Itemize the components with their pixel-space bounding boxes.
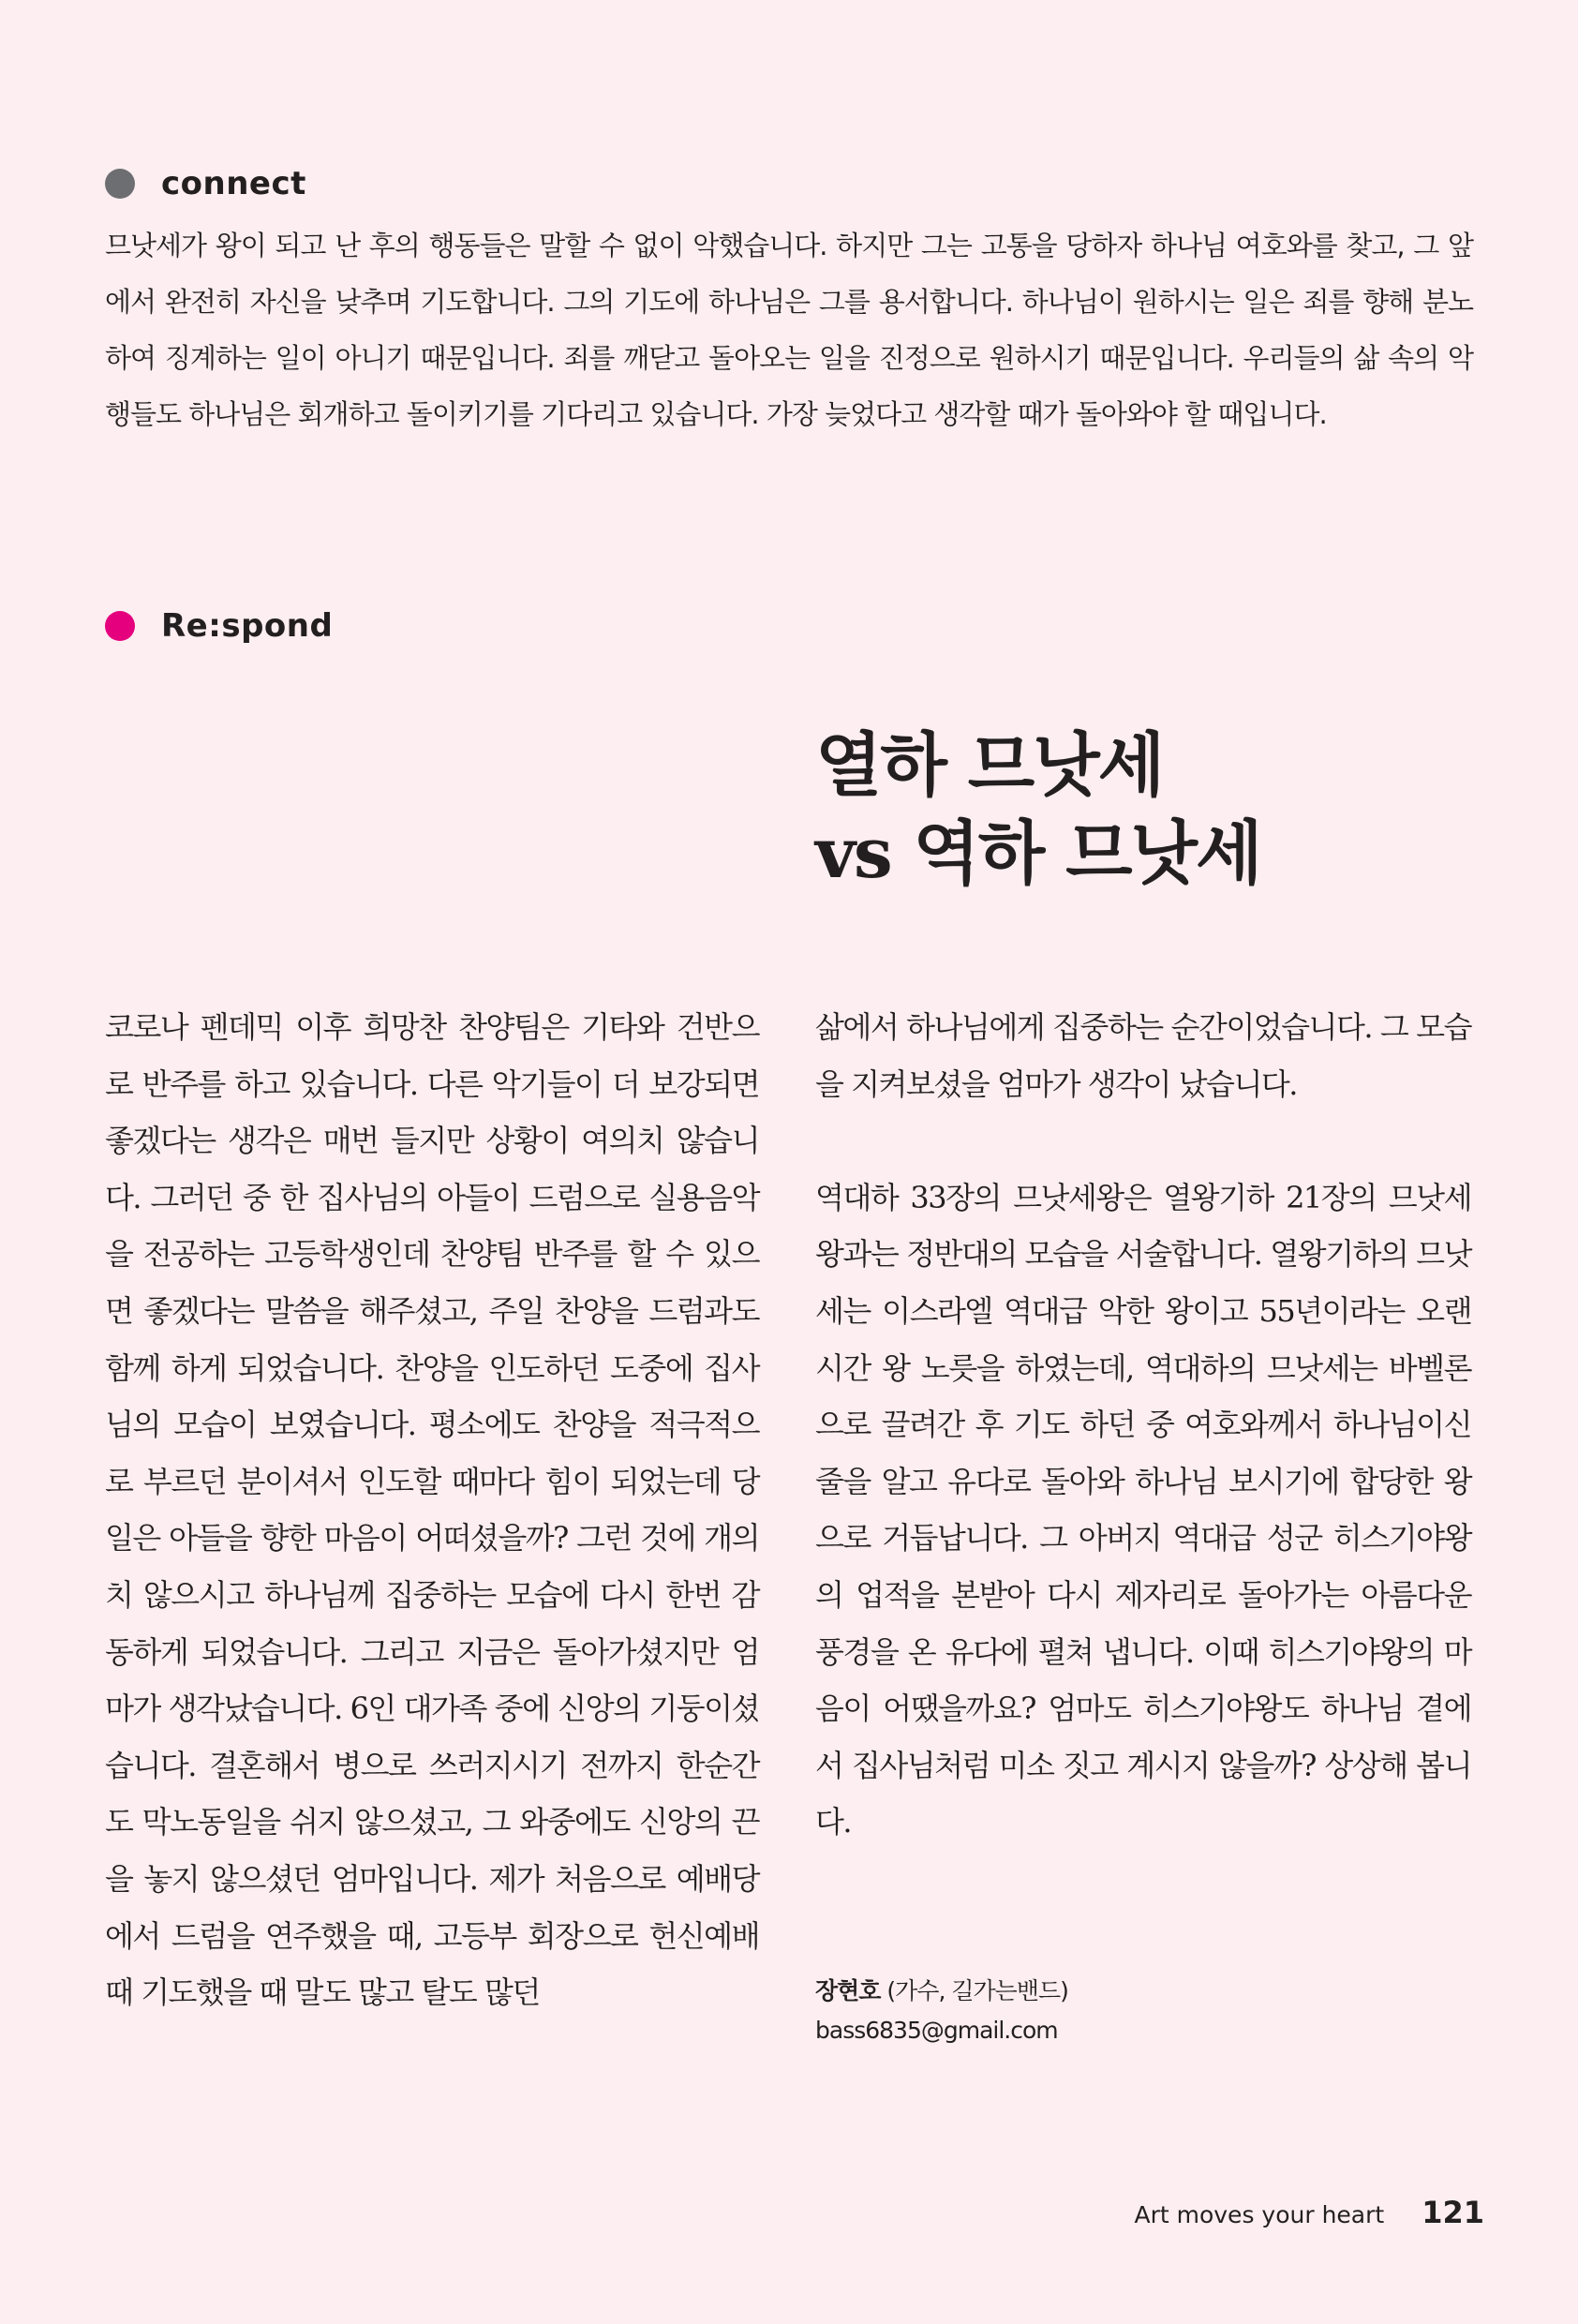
right-paragraph-2: 역대하 33장의 므낫세왕은 열왕기하 21장의 므낫세왕과는 정반대의 모습을 서술합니다. 열왕기하의 므낫세는 이스라엘 역대급 악한 왕이고 55년이라는 오랜 시간 왕 노릇을 하였는데, 역대하의 므낫세는 바벨론으로 끌려간 후 기도 하던 중 여호와께서 하나님이신 줄을 알고 유다로 돌아와 하나님 보시기에 합당한 왕으로 거듭납니다. 그 아버지 역대급 성군 히스기야왕의 업적을 본받아 다시 제자리로 돌아가는 아름다운 풍경을 온 유다에 펼쳐 냅니다. 이때 히스기야왕의 마음이 어땠을까요? 엄마도 히스기야왕도 하나님 곁에서 집사님처럼 미소 짓고 계시지 않을까? 상상해 봅니다. [815,1179,1471,1840]
page-footer [1134,2195,1484,2230]
author-credit [815,1972,1068,2050]
author-email: bass6835@gmail.com [815,2017,1058,2044]
title-line-1: 열하 므낫세 [815,725,1164,806]
author-role: (가수, 길가는밴드) [880,1977,1068,2004]
left-column [105,999,759,2021]
right-column [815,999,1471,1851]
right-paragraph-1: 삶에서 하나님에게 집중하는 순간이었습니다. 그 모습을 지켜보셨을 엄마가 생각이 났습니다. [815,1009,1471,1102]
title-line-2: vs 역하 므낫세 [815,813,1261,894]
author-name: 장현호 [815,1977,881,2004]
footer-tagline: Art moves your heart [1134,2201,1385,2228]
respond-bullet-icon [105,611,135,641]
respond-label: Re:spond [161,607,334,645]
page-number: 121 [1422,2195,1484,2230]
left-column-text: 코로나 펜데믹 이후 희망찬 찬양팀은 기타와 건반으로 반주를 하고 있습니다. 다른 악기들이 더 보강되면 좋겠다는 생각은 매번 들지만 상황이 여의치 않습니다. 그러던 중 한 집사님의 아들이 드럼으로 실용음악을 전공하는 고등학생인데 찬양팀 반주를 할 수 있으면 좋겠다는 말씀을 해주셨고, 주일 찬양을 드럼과도 함께 하게 되었습니다. 찬양을 인도하던 도중에 집사님의 모습이 보였습니다. 평소에도 찬양을 적극적으로 부르던 분이셔서 인도할 때마다 힘이 되었는데 당일은 아들을 향한 마음이 어떠셨을까? 그런 것에 개의치 않으시고 하나님께 집중하는 모습에 다시 한번 감동하게 되었습니다. 그리고 지금은 돌아가셨지만 엄마가 생각났습니다. 6인 대가족 중에 신앙의 기둥이셨습니다. 결혼해서 병으로 쓰러지시기 전까지 한순간도 막노동일을 쉬지 않으셨고, 그 와중에도 신앙의 끈을 놓지 않으셨던 엄마입니다. 제가 처음으로 예배당에서 드럼을 연주했을 때, 고등부 회장으로 헌신예배 때 기도했을 때 말도 많고 탈도 많던 [105,1009,759,2011]
connect-bullet-icon [105,169,135,199]
connect-heading [105,165,306,202]
connect-body: 므낫세가 왕이 되고 난 후의 행동들은 말할 수 없이 악했습니다. 하지만 그는 고통을 당하자 하나님 여호와를 찾고, 그 앞에서 완전히 자신을 낮추며 기도합니다. 그의 기도에 하나님은 그를 용서합니다. 하나님이 원하시는 일은 죄를 향해 분노하여 징계하는 일이 아니기 때문입니다. 죄를 깨닫고 돌아오는 일을 진정으로 원하시기 때문입니다. 우리들의 삶 속의 악행들도 하나님은 회개하고 돌이키기를 기다리고 있습니다. 가장 늦었다고 생각할 때가 돌아와야 할 때입니다. [105,230,1473,430]
article-title [815,722,1261,898]
connect-label: connect [161,165,306,202]
respond-heading [105,607,333,645]
